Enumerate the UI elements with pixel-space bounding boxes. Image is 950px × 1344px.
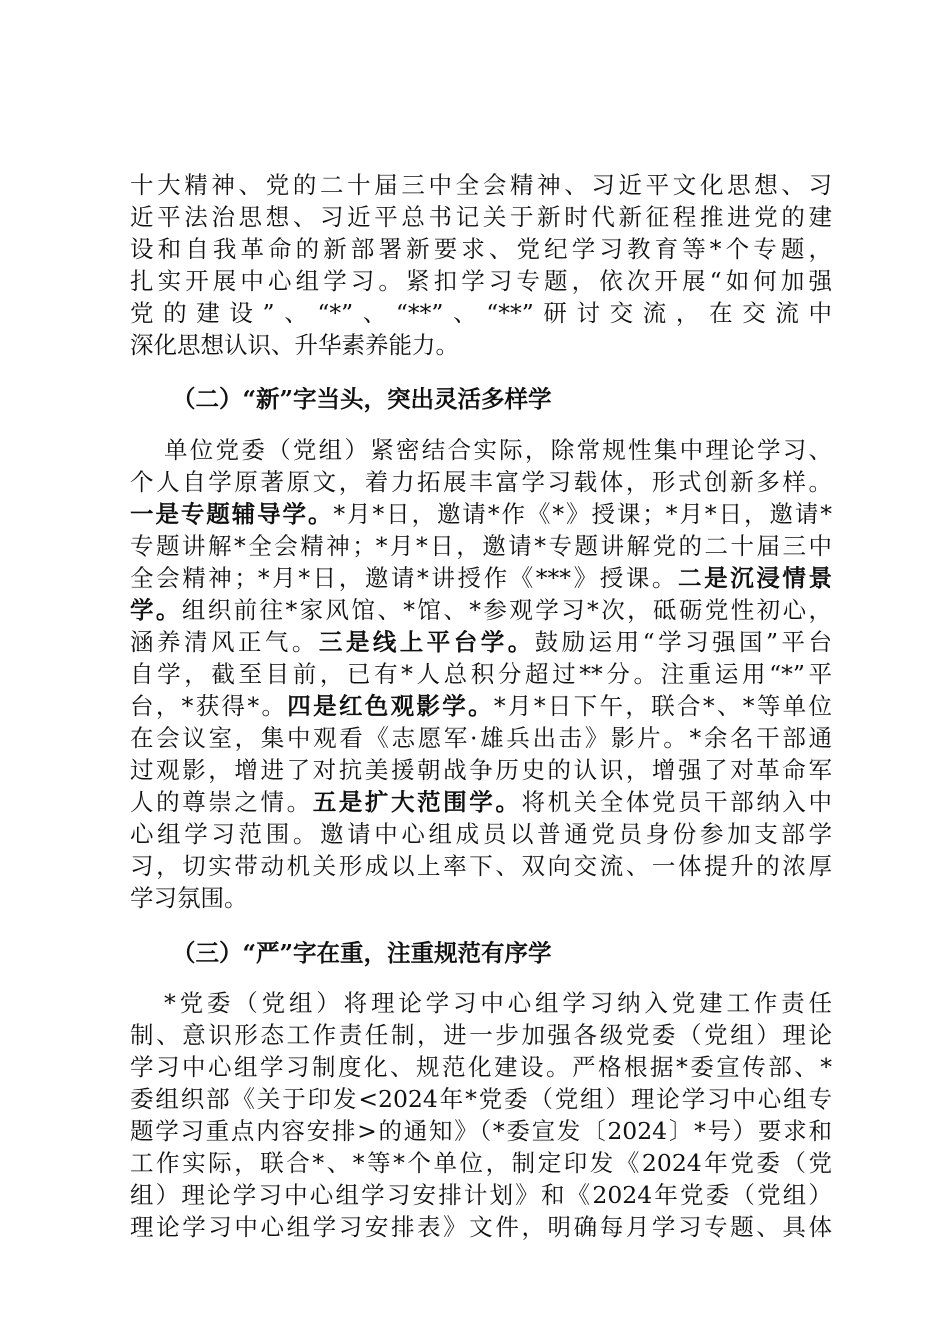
text-line: 学习中心组学习制度化、规范化建设。严格根据*委宣传部、* (130, 1053, 832, 1081)
text-line: 扎实开展中心组学习。紧扣学习专题，依次开展“如何加强 (130, 267, 832, 295)
text-run: 组织前往*家风馆、*馆、*参观学习*次，砥砺党性初心， (181, 596, 833, 624)
text-line (130, 785, 832, 819)
text-line: 党的建设”、“*”、“**”、“**”研讨交流，在交流中 (130, 299, 832, 327)
text-line: 题学习重点内容安排>的通知》（*委宣发〔2024〕*号）要求和 (130, 1117, 832, 1145)
text-line: 近平法治思想、习近平总书记关于新时代新征程推进党的建 (130, 203, 832, 231)
text-run: 鼓励运用“学习强国”平台 (534, 628, 833, 656)
text-line: 组）理论学习中心组学习安排计划》和《2024年党委（党组） (130, 1181, 832, 1209)
text-line: 专题讲解*全会精神；*月*日，邀请*专题讲解党的二十届三中 (130, 532, 832, 560)
text-line: 制、意识形态工作责任制，进一步加强各级党委（党组）理论 (130, 1021, 832, 1049)
text-line (130, 625, 832, 659)
text-line: 心组学习范围。邀请中心组成员以普通党员身份参加支部学 (130, 820, 832, 848)
text-line: *党委（党组）将理论学习中心组学习纳入党建工作责任 (164, 989, 832, 1017)
text-line: 习，切实带动机关形成以上率下、双向交流、一体提升的浓厚 (130, 852, 832, 880)
text-line (130, 593, 832, 627)
text-line: 学习氛围。 (130, 884, 248, 912)
text-line: 十大精神、党的二十届三中全会精神、习近平文化思想、习 (130, 171, 832, 199)
text-run: *月*日下午，联合*、*等单位 (493, 692, 833, 720)
bold-lead: 二是沉浸情景 (678, 564, 833, 592)
bold-lead: 四是红色观影学。 (287, 692, 494, 720)
text-run: 人的尊崇之情。 (130, 788, 313, 816)
section-heading-2: （二）“新”字当头，突出灵活多样学 (172, 385, 552, 413)
text-line: 设和自我革命的新部署新要求、党纪学习教育等*个专题， (130, 235, 832, 263)
text-line: 理论学习中心组学习安排表》文件，明确每月学习专题、具体 (130, 1213, 832, 1241)
text-line: 单位党委（党组）紧密结合实际，除常规性集中理论学习、 (164, 436, 832, 464)
text-line: 自学，截至目前，已有*人总积分超过**分。注重运用“*”平 (130, 660, 832, 688)
bold-lead: 五是扩大范围学。 (312, 788, 522, 816)
text-line (130, 689, 832, 723)
text-line: 工作实际，联合*、*等*个单位，制定印发《2024年党委（党 (130, 1149, 832, 1177)
text-line (130, 561, 832, 595)
text-line (130, 497, 832, 531)
text-run: 将机关全体党员干部纳入中 (521, 788, 833, 816)
text-line: 个人自学原著原文，着力拓展丰富学习载体，形式创新多样。 (130, 468, 832, 496)
bold-lead: 学。 (130, 596, 182, 624)
text-run: 全会精神；*月*日，邀请*讲授作《***》授课。 (130, 564, 679, 592)
text-line: 在会议室，集中观看《志愿军·雄兵出击》影片。*余名干部通 (130, 724, 832, 752)
text-run: 台，*获得*。 (130, 692, 288, 720)
bold-lead: 一是专题辅导学。 (130, 500, 334, 528)
text-run: 涵养清风正气。 (130, 628, 319, 656)
section-heading-3: （三）“严”字在重，注重规范有序学 (172, 939, 552, 967)
text-run: *月*日，邀请*作《*》授课；*月*日，邀请* (333, 500, 833, 528)
text-line: 深化思想认识、升华素养能力。 (130, 331, 459, 359)
text-line: 过观影，增进了对抗美援朝战争历史的认识，增强了对革命军 (130, 756, 832, 784)
text-line: 委组织部《关于印发<2024年*党委（党组）理论学习中心组专 (130, 1085, 832, 1113)
bold-lead: 三是线上平台学。 (318, 628, 535, 656)
